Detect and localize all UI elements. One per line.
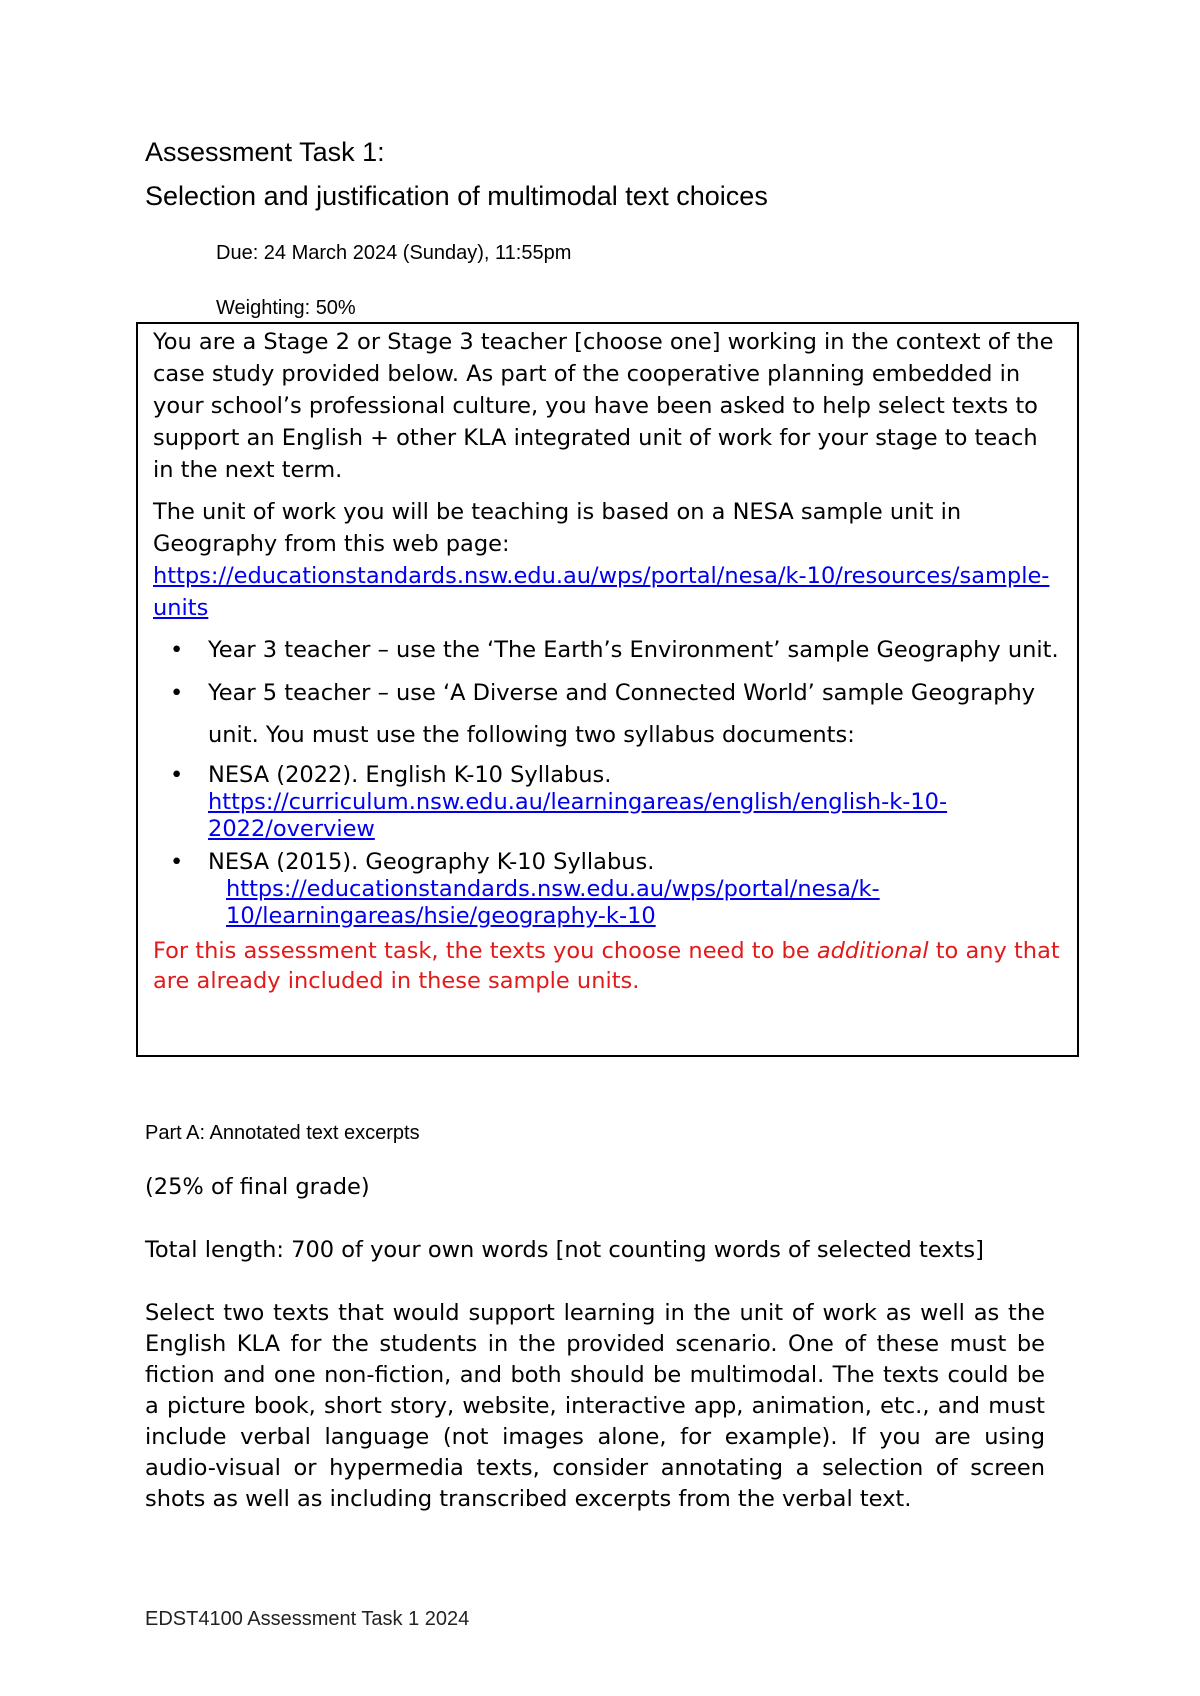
document-title-line-2: Selection and justification of multimodal text choices bbox=[145, 181, 768, 211]
bullet-icon: • bbox=[170, 637, 184, 663]
part-a-instructions: Select two texts that would support learning in the unit of work as well as the English KLA for the students in the provided scenario. One of these must be fiction and one non-fiction, and both should be multimodal. The texts could be a picture book, short story, website, interactive app, animation, etc., and must include verbal language (not images alone, for example). If you are using audio-visual or hypermedia texts, consider annotating a selection of screen shots as well as including transcribed excerpts from the verbal text. bbox=[145, 1300, 1045, 1512]
notice-text-start: For this assessment task, the texts you choose need to be bbox=[153, 938, 817, 964]
bullet-geography-syllabus bbox=[153, 849, 1063, 930]
part-a-grade: (25% of final grade) bbox=[145, 1174, 370, 1200]
weighting: Weighting: 50% bbox=[216, 297, 356, 319]
additional-texts-notice bbox=[153, 936, 1063, 996]
unit-text: The unit of work you will be teaching is based on a NESA sample unit in Geography from this web page: bbox=[153, 499, 962, 557]
bullet-english-syllabus bbox=[153, 762, 1063, 843]
bullet-text: NESA (2015). Geography K-10 Syllabus. bbox=[208, 849, 655, 875]
intro-paragraph: You are a Stage 2 or Stage 3 teacher [choose one] working in the context of the case study provided below. As part of the cooperative planning embedded in your school’s professional culture, you have been asked to help select texts to support an English + other KLA integrated unit of work for your stage to teach in the next term. bbox=[153, 329, 1054, 483]
sample-units-link[interactable]: https://educationstandards.nsw.edu.au/wps/portal/nesa/k-10/resources/sample-units bbox=[153, 563, 1050, 621]
bullet-icon: • bbox=[170, 849, 184, 875]
teacher-bullet-list bbox=[153, 634, 1063, 930]
english-syllabus-link[interactable]: https://curriculum.nsw.edu.au/learningareas/english/english-k-10-2022/overview bbox=[208, 789, 948, 842]
notice-emphasis: additional bbox=[816, 938, 929, 964]
bullet-year3 bbox=[153, 634, 1063, 666]
notice-text-end: to any that are already included in these sample units. bbox=[153, 938, 1060, 994]
bullet-icon: • bbox=[170, 762, 184, 788]
part-a-length: Total length: 700 of your own words [not counting words of selected texts] bbox=[145, 1237, 984, 1263]
bullet-text: NESA (2022). English K-10 Syllabus. bbox=[208, 762, 612, 788]
document-title-line-1: Assessment Task 1: bbox=[145, 137, 385, 167]
bullet-text: Year 5 teacher – use ‘A Diverse and Connected World’ sample Geography unit. You must use the following two syllabus documents: bbox=[208, 680, 1036, 748]
geography-syllabus-link[interactable]: https://educationstandards.nsw.edu.au/wps/portal/nesa/k-10/learningareas/hsie/geography-k-10 bbox=[226, 876, 880, 929]
due-date: Due: 24 March 2024 (Sunday), 11:55pm bbox=[216, 242, 572, 264]
bullet-year5 bbox=[153, 672, 1063, 756]
bullet-text: Year 3 teacher – use the ‘The Earth’s Environment’ sample Geography unit. bbox=[208, 637, 1059, 663]
part-a-heading: Part A: Annotated text excerpts bbox=[145, 1122, 420, 1144]
task-context-box bbox=[136, 322, 1079, 1057]
bullet-icon: • bbox=[170, 680, 184, 706]
page-footer: EDST4100 Assessment Task 1 2024 bbox=[145, 1608, 470, 1630]
unit-paragraph bbox=[153, 496, 1063, 624]
